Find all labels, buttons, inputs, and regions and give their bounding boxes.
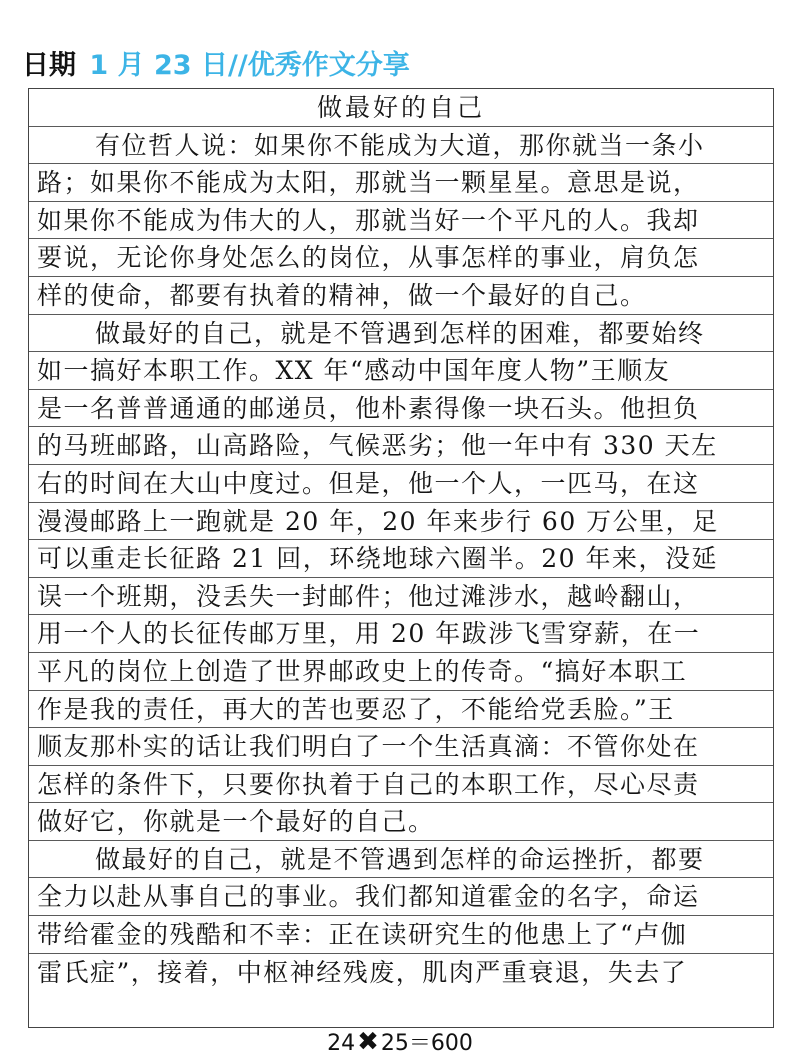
essay-title: 做最好的自己 bbox=[29, 89, 773, 127]
essay-line: 误一个班期，没丢失一封邮件；他过滩涉水，越岭翻山， bbox=[29, 578, 773, 616]
grid-count-footer bbox=[0, 1028, 800, 1057]
essay-line: 雷氏症”，接着，中枢神经残废，肌肉严重衰退，失去了 bbox=[37, 957, 688, 987]
essay-line: 全力以赴从事自己的事业。我们都知道霍金的名字，命运 bbox=[29, 878, 773, 916]
essay-line: 带给霍金的残酷和不幸：正在读研究生的他患上了“卢伽 bbox=[29, 916, 773, 954]
essay-line: 漫漫邮路上一跑就是 20 年，20 年来步行 60 万公里，足 bbox=[29, 503, 773, 541]
essay-line: 做最好的自己，就是不管遇到怎样的困难，都要始终 bbox=[29, 315, 773, 353]
essay-line: 怎样的条件下，只要你执着于自己的本职工作，尽心尽责 bbox=[29, 766, 773, 804]
essay-line: 如果你不能成为伟大的人，那就当好一个平凡的人。我却 bbox=[29, 202, 773, 240]
essay-line: 可以重走长征路 21 回，环绕地球六圈半。20 年来，没延 bbox=[29, 540, 773, 578]
essay-line: 路；如果你不能成为太阳，那就当一颗星星。意思是说， bbox=[29, 164, 773, 202]
col-count-result: 25＝600 bbox=[380, 1031, 473, 1056]
date-label: 日期 bbox=[22, 50, 76, 81]
essay-line: 有位哲人说：如果你不能成为大道，那你就当一条小 bbox=[29, 127, 773, 165]
essay-line: 的马班邮路，山高路险，气候恶劣；他一年中有 330 天左 bbox=[29, 427, 773, 465]
essay-line: 做好它，你就是一个最好的自己。 bbox=[29, 803, 773, 841]
essay-line: 用一个人的长征传邮万里，用 20 年跋涉飞雪穿薪，在一 bbox=[29, 615, 773, 653]
essay-line: 作是我的责任，再大的苦也要忍了，不能给党丢脸。”王 bbox=[29, 691, 773, 729]
row-count: 24 bbox=[327, 1031, 356, 1056]
header bbox=[22, 46, 410, 86]
essay-line: 顺友那朴实的话让我们明白了一个生活真滴：不管你处在 bbox=[29, 728, 773, 766]
multiply-icon: ✖ bbox=[357, 1027, 379, 1057]
essay-line: 做最好的自己，就是不管遇到怎样的命运挫折，都要 bbox=[29, 841, 773, 879]
essay-line: 要说，无论你身处怎么的岗位，从事怎样的事业，肩负怎 bbox=[29, 239, 773, 277]
essay-line: 平凡的岗位上创造了世界邮政史上的传奇。“搞好本职工 bbox=[29, 653, 773, 691]
essay-line: 样的使命，都要有执着的精神，做一个最好的自己。 bbox=[29, 277, 773, 315]
essay-grid-sheet bbox=[28, 88, 774, 1028]
essay-line: 右的时间在大山中度过。但是，他一个人，一匹马，在这 bbox=[29, 465, 773, 503]
date-topic: 1 月 23 日//优秀作文分享 bbox=[89, 50, 410, 81]
essay-line: 如一搞好本职工作。XX 年“感动中国年度人物”王顺友 bbox=[29, 352, 773, 390]
essay-line: 是一名普普通通的邮递员，他朴素得像一块石头。他担负 bbox=[29, 390, 773, 428]
